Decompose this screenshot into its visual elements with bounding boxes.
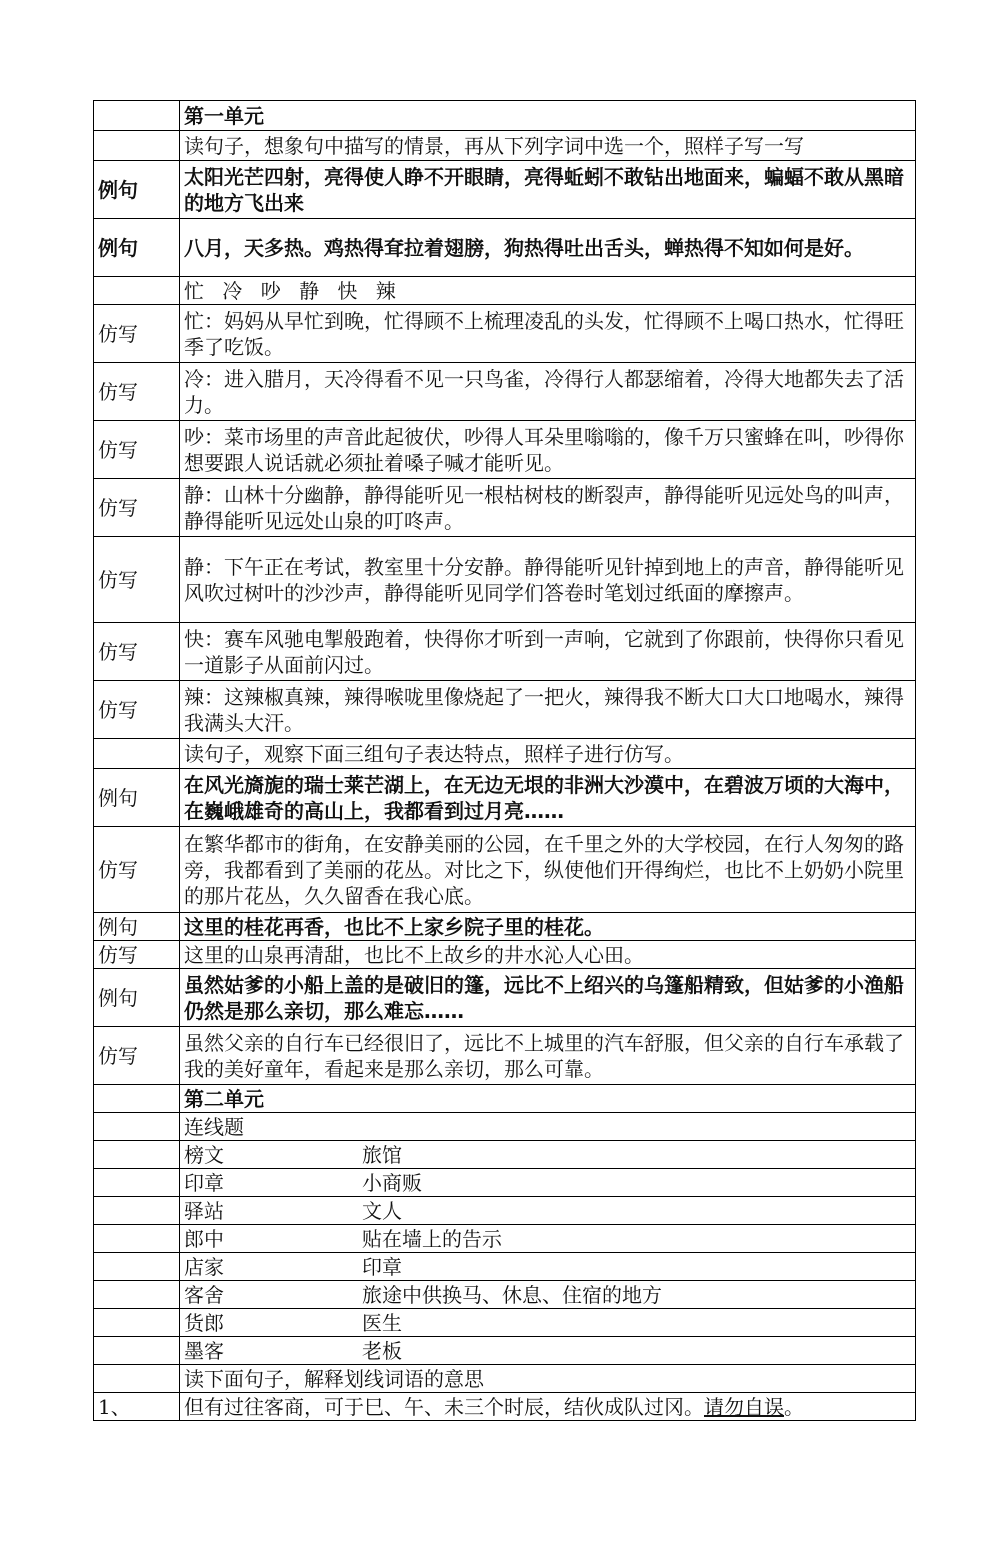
example-text: 虽然姑爹的小船上盖的是破旧的篷，远比不上绍兴的乌篷船精致，但姑爹的小渔船仍然是那么亲切，那么难忘…… [180,969,916,1027]
row-label: 例句 [94,161,180,219]
unit1-title-row [94,101,916,131]
imitation-text: 冷：进入腊月，天冷得看不见一只鸟雀，冷得行人都瑟缩着，冷得大地都失去了活力。 [180,363,916,421]
pair-left-term: 货郎 [184,1310,224,1335]
matching-pair-row [94,1337,916,1365]
imitation-row [94,363,916,421]
word-choices: 忙 冷 吵 静 快 辣 [180,277,916,305]
imitation-row [94,1027,916,1085]
imitation-row [94,827,916,913]
unit2-title-row [94,1085,916,1113]
example-row [94,219,916,277]
pair-right-term: 老板 [362,1338,402,1363]
empty-label-cell [94,1085,180,1113]
imitation-text: 在繁华都市的街角，在安静美丽的公园，在千里之外的大学校园，在行人匆匆的路旁，我都看到了美丽的花丛。对比之下，纵使他们开得绚烂，也比不上奶奶小院里的那片花丛，久久留香在我心底。 [180,827,916,913]
example-row [94,969,916,1027]
row-label: 例句 [94,913,180,941]
matching-pair-row [94,1197,916,1225]
empty-label-cell [94,739,180,769]
pair-left-term: 印章 [184,1170,224,1195]
unit1-title: 第一单元 [180,101,916,131]
imitation-text: 这里的山泉再清甜，也比不上故乡的井水沁人心田。 [180,941,916,969]
word-choices-row [94,277,916,305]
imitation-text: 虽然父亲的自行车已经很旧了，远比不上城里的汽车舒服，但父亲的自行车承载了我的美好童年，看起来是那么亲切，那么可靠。 [180,1027,916,1085]
matching-pair-row [94,1281,916,1309]
question-sentence [180,1393,916,1421]
pair-left-term: 郎中 [184,1226,224,1251]
imitation-text: 忙：妈妈从早忙到晚，忙得顾不上梳理凌乱的头发，忙得顾不上喝口热水，忙得旺季了吃饭。 [180,305,916,363]
pair-right-term: 贴在墙上的告示 [362,1226,502,1251]
pair-left-term: 驿站 [184,1198,224,1223]
row-label: 仿写 [94,681,180,739]
matching-pair-row [94,1253,916,1281]
example-row [94,769,916,827]
question-number: 1、 [94,1393,180,1421]
pair-right-term: 旅馆 [362,1142,402,1167]
question-text: 但有过往客商，可于巳、午、未三个时辰，结伙成队过冈。 [184,1394,704,1419]
instruction-row [94,131,916,161]
empty-label-cell [94,131,180,161]
imitation-text: 静：山林十分幽静，静得能听见一根枯树枝的断裂声，静得能听见远处鸟的叫声，静得能听见远处山泉的叮咚声。 [180,479,916,537]
pair-right-term: 医生 [362,1310,402,1335]
empty-label-cell [94,1113,180,1141]
row-label: 仿写 [94,363,180,421]
unit1-instruction1: 读句子，想象句中描写的情景，再从下列字词中选一个，照样子写一写 [180,131,916,161]
empty-label-cell [94,1365,180,1393]
imitation-row [94,305,916,363]
example-row [94,161,916,219]
row-label: 仿写 [94,623,180,681]
example-text: 太阳光芒四射，亮得使人睁不开眼睛，亮得蚯蚓不敢钻出地面来，蝙蝠不敢从黑暗的地方飞出来 [180,161,916,219]
matching-pair-row [94,1141,916,1169]
imitation-row [94,479,916,537]
imitation-text: 吵：菜市场里的声音此起彼伏，吵得人耳朵里嗡嗡的，像千万只蜜蜂在叫，吵得你想要跟人说话就必须扯着嗓子喊才能听见。 [180,421,916,479]
empty-label-cell [94,1309,180,1337]
example-text: 八月，天多热。鸡热得耷拉着翅膀，狗热得吐出舌头，蝉热得不知如何是好。 [180,219,916,277]
matching-pair-row [94,1309,916,1337]
empty-label-cell [94,1169,180,1197]
empty-label-cell [94,1253,180,1281]
row-label: 例句 [94,969,180,1027]
pair-right-term: 旅途中供换马、休息、住宿的地方 [362,1282,662,1307]
example-text: 这里的桂花再香，也比不上家乡院子里的桂花。 [180,913,916,941]
matching-pair-row [94,1169,916,1197]
row-label: 例句 [94,769,180,827]
pair-right-term: 文人 [362,1198,402,1223]
pair-right-term: 印章 [362,1254,402,1279]
empty-label-cell [94,1337,180,1365]
unit1-instruction2: 读句子，观察下面三组句子表达特点，照样子进行仿写。 [180,739,916,769]
row-label: 仿写 [94,421,180,479]
row-label: 仿写 [94,941,180,969]
question-row [94,1393,916,1421]
example-text: 在风光旖旎的瑞士莱芒湖上，在无边无垠的非洲大沙漠中，在碧波万顷的大海中，在巍峨雄奇的高山上，我都看到过月亮…… [180,769,916,827]
explain-title-row [94,1365,916,1393]
matching-title: 连线题 [180,1113,916,1141]
pair-right-term: 小商贩 [362,1170,422,1195]
matching-pair-row [94,1225,916,1253]
underlined-phrase: 请勿自误 [704,1394,784,1419]
imitation-row [94,941,916,969]
empty-label-cell [94,101,180,131]
empty-label-cell [94,1281,180,1309]
explain-title: 读下面句子，解释划线词语的意思 [180,1365,916,1393]
question-tail: 。 [784,1394,804,1419]
example-row [94,913,916,941]
row-label: 仿写 [94,537,180,623]
pair-left-term: 客舍 [184,1282,224,1307]
pair-left-term: 榜文 [184,1142,224,1167]
empty-label-cell [94,1225,180,1253]
pair-left-term: 店家 [184,1254,224,1279]
row-label: 例句 [94,219,180,277]
row-label: 仿写 [94,305,180,363]
empty-label-cell [94,277,180,305]
empty-label-cell [94,1141,180,1169]
imitation-row [94,623,916,681]
row-label: 仿写 [94,1027,180,1085]
imitation-text: 静：下午正在考试，教室里十分安静。静得能听见针掉到地上的声音，静得能听见风吹过树叶的沙沙声，静得能听见同学们答卷时笔划过纸面的摩擦声。 [180,537,916,623]
row-label: 仿写 [94,827,180,913]
imitation-text: 辣：这辣椒真辣，辣得喉咙里像烧起了一把火，辣得我不断大口大口地喝水，辣得我满头大汗。 [180,681,916,739]
row-label: 仿写 [94,479,180,537]
imitation-row [94,537,916,623]
empty-label-cell [94,1197,180,1225]
imitation-row [94,421,916,479]
imitation-text: 快：赛车风驰电掣般跑着，快得你才听到一声响，它就到了你跟前，快得你只看见一道影子从面前闪过。 [180,623,916,681]
imitation-row [94,681,916,739]
pair-left-term: 墨客 [184,1338,224,1363]
unit2-title: 第二单元 [180,1085,916,1113]
instruction-row [94,739,916,769]
matching-title-row [94,1113,916,1141]
worksheet-table [93,100,916,1421]
